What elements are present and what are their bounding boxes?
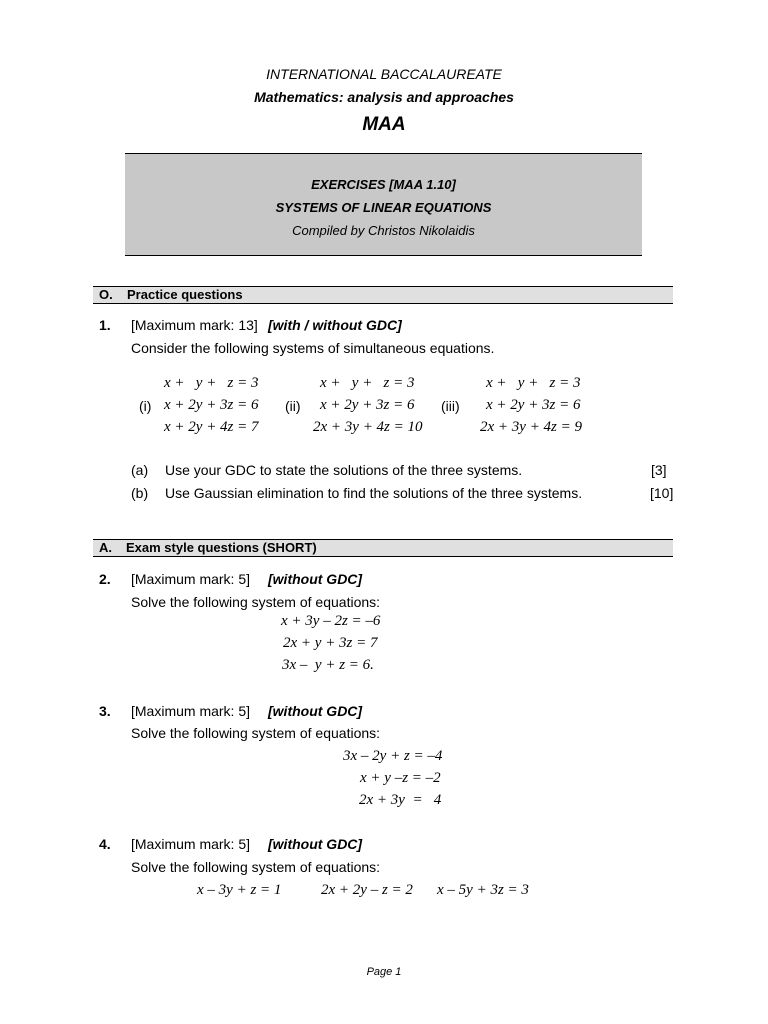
part-text: Use Gaussian elimination to find the solutions of the three systems. [165, 485, 583, 501]
equation: x + y + z = 3 [320, 375, 415, 391]
section-header-practice [93, 286, 673, 304]
question-intro: Consider the following systems of simultaneous equations. [131, 340, 495, 356]
equation: x + 2y + 3z = 6 [164, 397, 259, 413]
part-marks: [10] [650, 485, 674, 501]
equation: x + 3y – 2z = –6 [281, 613, 381, 629]
equation: x – 3y + z = 1 [197, 882, 282, 898]
gdc-note: [without GDC] [268, 703, 363, 719]
question-intro: Solve the following system of equations: [131, 594, 381, 610]
equation: x + y + z = 3 [164, 375, 259, 391]
exercises-title: EXERCISES [MAA 1.10] [311, 177, 456, 192]
equation: x + y –z = –2 [360, 770, 441, 786]
equation: 3x – y + z = 6. [282, 657, 374, 673]
part-marks: [3] [651, 462, 667, 478]
section-title: Practice questions [127, 287, 243, 302]
compiler-credit: Compiled by Christos Nikolaidis [292, 223, 475, 238]
question-intro: Solve the following system of equations: [131, 725, 381, 741]
section-letter: A. [99, 540, 112, 555]
question-mark: [Maximum mark: 5] [131, 571, 251, 587]
system-label: (ii) [285, 398, 301, 414]
equation: 2x + 3y = 4 [359, 792, 442, 808]
equation: 2x + 2y – z = 2 [321, 882, 413, 898]
equation: x – 5y + 3z = 3 [437, 882, 529, 898]
org-title: INTERNATIONAL BACCALAUREATE [266, 66, 502, 82]
equation: 2x + 3y + 4z = 10 [313, 419, 423, 435]
part-label: (a) [131, 462, 149, 478]
question-intro: Solve the following system of equations: [131, 859, 381, 875]
equation: x + y + z = 3 [486, 375, 581, 391]
part-text: Use your GDC to state the solutions of the three systems. [165, 462, 523, 478]
equation: 3x – 2y + z = –4 [343, 748, 443, 764]
course-code: MAA [362, 114, 406, 135]
equation: x + 2y + 3z = 6 [320, 397, 415, 413]
question-number: 3. [99, 703, 111, 719]
question-mark: [Maximum mark: 13] [131, 317, 258, 333]
topic-title: SYSTEMS OF LINEAR EQUATIONS [275, 200, 492, 215]
equation: 2x + 3y + 4z = 9 [480, 419, 583, 435]
gdc-note: [without GDC] [268, 836, 363, 852]
equation: x + 2y + 4z = 7 [164, 419, 259, 435]
page-number: Page 1 [366, 966, 402, 978]
system-label: (iii) [441, 398, 460, 414]
system-label: (i) [139, 398, 152, 414]
question-mark: [Maximum mark: 5] [131, 836, 251, 852]
section-title: Exam style questions (SHORT) [126, 540, 317, 555]
question-number: 4. [99, 836, 111, 852]
question-number: 1. [99, 317, 111, 333]
subject-title: Mathematics: analysis and approaches [254, 89, 514, 105]
section-letter: O. [99, 287, 113, 302]
equation: x + 2y + 3z = 6 [486, 397, 581, 413]
equation: 2x + y + 3z = 7 [283, 635, 378, 651]
question-number: 2. [99, 571, 111, 587]
gdc-note: [without GDC] [268, 571, 363, 587]
part-label: (b) [131, 485, 149, 501]
question-mark: [Maximum mark: 5] [131, 703, 251, 719]
section-header-exam-short [93, 539, 673, 557]
gdc-note: [with / without GDC] [268, 317, 402, 333]
